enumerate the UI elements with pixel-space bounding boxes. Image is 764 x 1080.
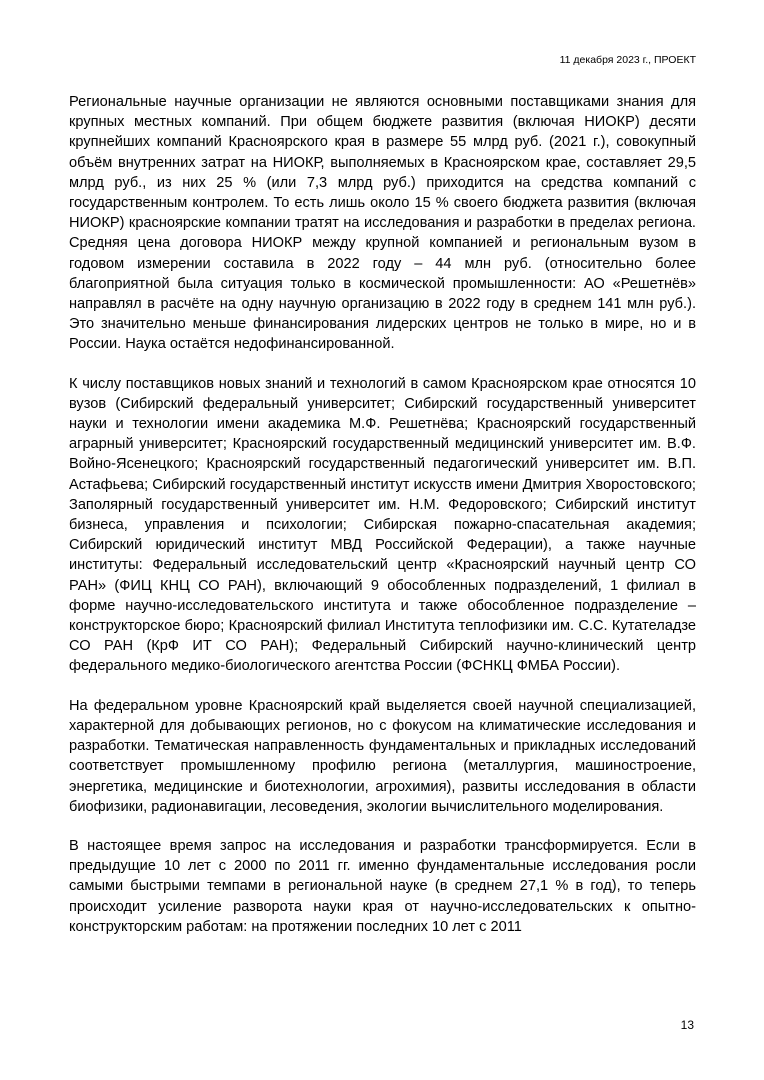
paragraph-research-demand: В настоящее время запрос на исследования и разработки трансформируется. Если в предыдущие 10 лет с 2000 по 2011 гг. именно фундаментальные исследования росли самыми быстрыми темпами в региональной науке (в среднем 27,1 % в год), то теперь происходит усиление разворота науки края от научно-исследовательских к опытно-конструкторским работам: на протяжении последних 10 лет с 2011 xyxy=(69,837,696,935)
header-date-status: 11 декабря 2023 г., ПРОЕКТ xyxy=(559,54,696,66)
paragraph-research-funding: Региональные научные организации не являются основными поставщиками знания для крупных местных компаний. При общем бюджете развития (включая НИОКР) десяти крупнейших компаний Красноярского края в размере 55 млрд руб. (2021 г.), совокупный объём внутренних затрат на НИОКР, выполняемых в Красноярском крае, составляет 29,5 млрд руб., из них 25 % (или 7,3 млрд руб.) приходится на средства компаний с государственным контролем. То есть лишь около 15 % своего бюджета развития (включая НИОКР) красноярские компании тратят на исследования и разработки в пределах региона. Средняя цена договора НИОКР между крупной компанией и региональным вузом в годовом измерении составила в 2022 году – 44 млн руб. (относительно более благоприятной была ситуация только в космической промышленности: АО «Решетнёв» направлял в расчёте на одну научную организацию в 2022 году в среднем 141 млн руб.). Это значительно меньше финансирования лидерских центров не только в мире, но и в России. Наука остаётся недофинансированной. xyxy=(69,94,696,353)
page-number: 13 xyxy=(680,1018,694,1032)
paragraph-federal-specialization: На федеральном уровне Красноярский край выделяется своей научной специализацией, характерной для добывающих регионов, но с фокусом на климатические исследования и разработки. Тематическая направленность фундаментальных и прикладных исследований соответствует промышленному профилю региона (металлургия, машиностроение, энергетика, медицинские и биотехнологии, агрохимия), развиты исследования в области биофизики, радионавигации, лесоведения, экологии вычислительного моделирования. xyxy=(69,697,696,815)
document-body xyxy=(69,92,696,956)
paragraph-knowledge-suppliers: К числу поставщиков новых знаний и технологий в самом Красноярском крае относятся 10 вузов (Сибирский федеральный университет; Сибирский государственный университет науки и технологии имени академика М.Ф. Решетнёва; Красноярский государственный аграрный университет; Красноярский государственный медицинский университет им. В.Ф. Войно-Ясенецкого; Красноярский государственный педагогический университет им. В.П. Астафьева; Сибирский государственный институт искусств имени Дмитрия Хворостовского; Заполярный государственный университет им. Н.М. Федоровского; Сибирский институт бизнеса, управления и психологии; Сибирская пожарно-спасательная академия; Сибирский юридический институт МВД Российской Федерации), а также научные институты: Федеральный исследовательский центр «Красноярский научный центр СО РАН» (ФИЦ КНЦ СО РАН), включающий 9 обособленных подразделений, 1 филиал в форме научно-исследовательского института и также обособленное подразделение – конструкторское бюро; Красноярский филиал Института теплофизики им. С.С. Кутателадзе СО РАН (КрФ ИТ СО РАН); Федеральный Сибирский научно-клинический центр федерального медико-биологического агентства России (ФСНКЦ ФМБА России). xyxy=(69,375,696,675)
